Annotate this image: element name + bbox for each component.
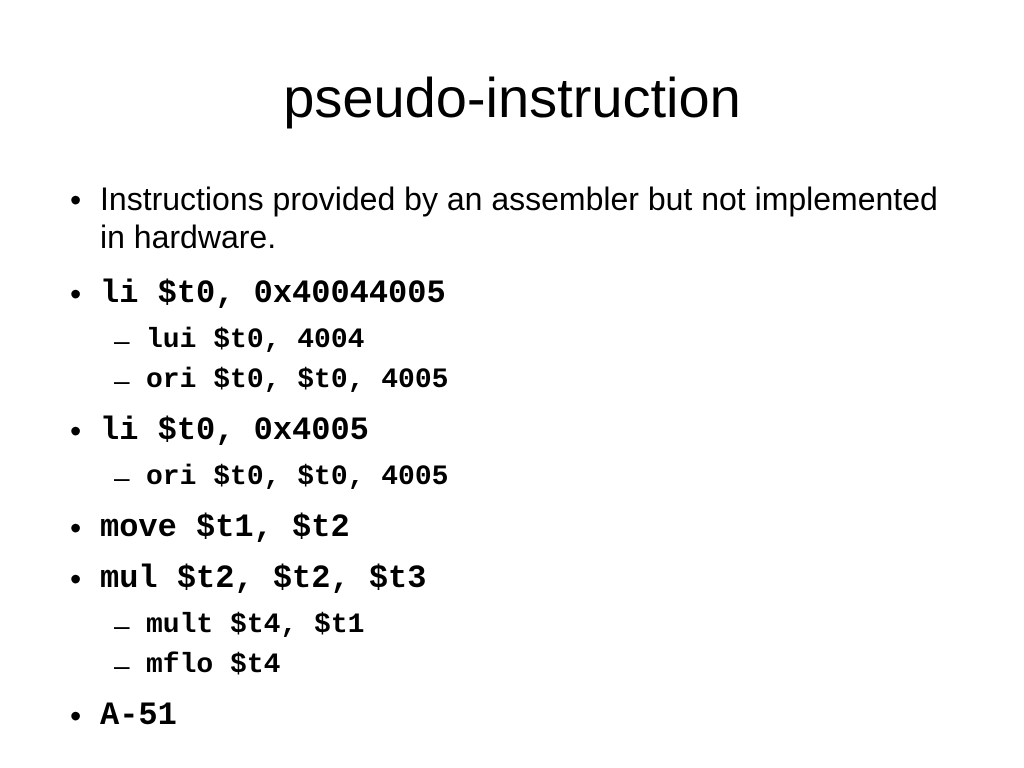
bullet-marker: •	[70, 698, 82, 734]
sub-bullet-item	[70, 462, 970, 494]
sub-bullet-code: lui $t0, 4004	[146, 325, 365, 356]
bullet-marker: •	[70, 182, 82, 218]
sub-bullet-marker: –	[114, 650, 130, 681]
bullet-marker: •	[70, 561, 82, 597]
sub-bullet-code: mflo $t4	[146, 650, 281, 681]
bullet-code: A-51	[100, 697, 177, 734]
sub-bullet-item	[70, 610, 970, 642]
bullet-marker: •	[70, 276, 82, 312]
sub-bullet-code: ori $t0, $t0, 4005	[146, 365, 449, 396]
bullet-marker: •	[70, 510, 82, 546]
sub-bullet-item	[70, 325, 970, 357]
sub-bullet-marker: –	[114, 325, 130, 356]
bullet-item	[70, 180, 970, 256]
sub-bullet-item	[70, 365, 970, 397]
sub-bullet-code: mult $t4, $t1	[146, 610, 365, 641]
bullet-code: li $t0, 0x40044005	[100, 275, 446, 312]
bullet-text: Instructions provided by an assembler but not implemented in hardware.	[100, 181, 938, 255]
bullet-list	[70, 180, 970, 747]
bullet-item	[70, 274, 970, 314]
bullet-item	[70, 559, 970, 599]
bullet-marker: •	[70, 413, 82, 449]
sub-bullet-marker: –	[114, 610, 130, 641]
slide-title: pseudo-instruction	[283, 66, 741, 129]
sub-bullet-marker: –	[114, 462, 130, 493]
sub-bullet-item	[70, 650, 970, 682]
bullet-item	[70, 508, 970, 548]
bullet-item	[70, 696, 970, 736]
sub-bullet-marker: –	[114, 365, 130, 396]
sub-bullet-code: ori $t0, $t0, 4005	[146, 462, 449, 493]
bullet-code: mul $t2, $t2, $t3	[100, 560, 427, 597]
bullet-code: move $t1, $t2	[100, 509, 350, 546]
bullet-code: li $t0, 0x4005	[100, 412, 369, 449]
bullet-item	[70, 411, 970, 451]
